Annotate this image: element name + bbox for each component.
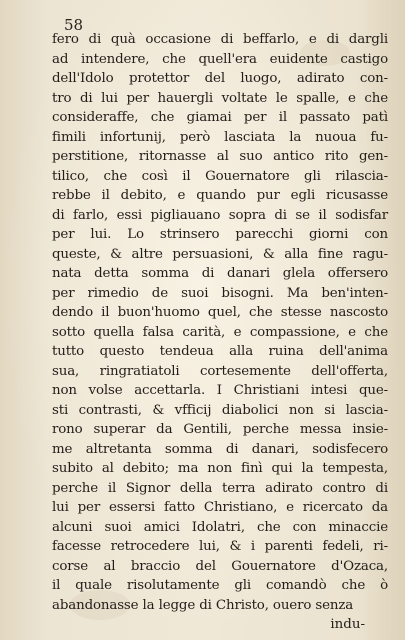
text-line: alcuni suoi amici Idolatri, che con minaccie [52,519,388,535]
text-line: sti contrasti, & vfficij diabolici non si lascia- [52,402,388,418]
text-line: queste, & altre persuasioni, & alla fine ragu- [52,246,388,262]
text-line: consideraffe, che giamai per il passato patì [52,110,388,125]
text-line: rono superar da Gentili, perche messa insie- [52,422,388,437]
text-line: perche il Signor della terra adirato contro di [52,480,388,496]
text-line: di farlo, essi pigliauano sopra di se il sodisfar [52,207,388,223]
text-line: dell'Idolo protettor del luogo, adirato con- [52,71,388,86]
text-line: abandonasse la legge di Christo, ouero senza [52,597,354,613]
text-line: me altretanta somma di danari, sodisfecero [52,441,388,457]
text-line: perstitione, ritornasse al suo antico rito gen- [52,149,388,164]
text-line: sua, ringratiatoli cortesemente dell'offerta, [52,363,388,379]
text-line: facesse retrocedere lui, & i parenti fedeli, ri- [52,539,388,554]
text-line: il quale risolutamente gli comandò che ò [52,578,388,593]
text-line: non volse accettarla. I Christiani intesi que- [52,383,388,398]
text-line: subito al debito; ma non finì qui la tempesta, [52,461,388,476]
text-line: dendo il buon'huomo quel, che stesse nascosto [52,305,388,320]
text-line: tro di lui per hauergli voltate le spalle, e che [52,90,388,106]
text-line: nata detta somma di danari glela offersero [52,266,388,281]
text-line: fero di quà occasione di beffarlo, e di dargli [52,32,388,47]
text-line: corse al braccio del Gouernatore d'Ozaca, [52,558,388,574]
catchword: indu- [330,617,365,632]
text-line: rebbe il debito, e quando pur egli ricusasse [52,188,388,203]
text-line: tilico, che così il Gouernatore gli rilascia- [52,168,388,184]
text-line: per rimedio de suoi bisogni. Ma ben'inten- [52,285,388,301]
text-line: per lui. Lo strinsero parecchi giorni con [52,227,388,242]
text-line: ad intendere, che quell'era euidente castigo [52,51,388,67]
text-line: fimili infortunij, però lasciata la nuoua fu- [52,129,388,145]
text-line: sotto quella falsa carità, e compassione, e che [52,324,388,340]
body-text [52,30,388,615]
text-line: tutto questo tendeua alla ruina dell'anima [52,344,388,359]
page-number: 58 [64,16,84,34]
text-line: lui per essersi fatto Christiano, e ricercato da [52,500,388,515]
